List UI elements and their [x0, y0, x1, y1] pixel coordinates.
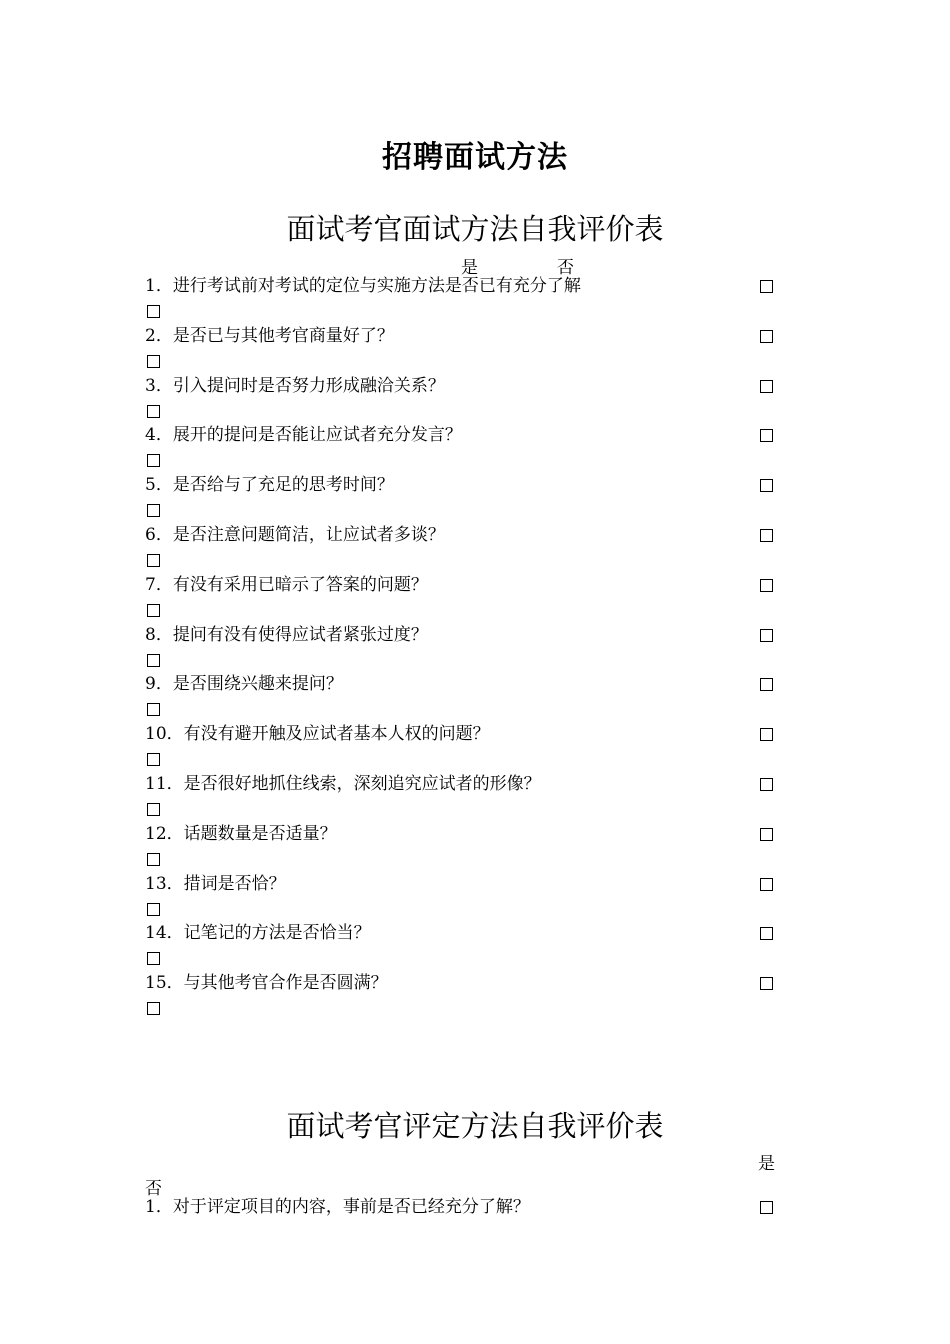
question-text: 15．与其他考官合作是否圆满？	[145, 973, 388, 994]
no-checkbox[interactable]	[147, 803, 160, 816]
yes-checkbox[interactable]	[760, 629, 773, 642]
section1-col-yes: 是	[461, 258, 478, 278]
question-text: 11．是否很好地抓住线索，深刻追究应试者的形像？	[145, 774, 541, 794]
question-text: 2．是否已与其他考官商量好了？	[145, 325, 394, 346]
question-text: 1．对于评定项目的内容，事前是否已经充分了解？	[145, 1197, 530, 1217]
yes-checkbox[interactable]	[760, 1201, 773, 1214]
question-text: 5．是否给与了充足的思考时间？	[145, 475, 394, 496]
question-row	[145, 971, 775, 1021]
yes-checkbox[interactable]	[760, 828, 773, 841]
question-text: 3．引入提问时是否努力形成融洽关系？	[145, 375, 445, 396]
yes-checkbox[interactable]	[760, 977, 773, 990]
no-checkbox[interactable]	[147, 554, 160, 567]
no-checkbox[interactable]	[147, 903, 160, 916]
question-text: 1．进行考试前对考试的定位与实施方法是否已有充分了解	[145, 276, 581, 296]
no-checkbox[interactable]	[147, 405, 160, 418]
no-checkbox[interactable]	[147, 454, 160, 467]
question-text: 7．有没有采用已暗示了答案的问题？	[145, 574, 428, 595]
question-text: 10．有没有避开触及应试者基本人权的问题？	[145, 724, 490, 745]
question-row	[145, 722, 775, 772]
question-text: 8．提问有没有使得应试者紧张过度？	[145, 624, 428, 645]
question-row	[145, 822, 775, 872]
section2-col-yes: 是	[758, 1154, 775, 1174]
yes-checkbox[interactable]	[760, 380, 773, 393]
yes-checkbox[interactable]	[760, 778, 773, 791]
question-row	[145, 623, 775, 673]
document-title: 招聘面试方法	[382, 140, 568, 175]
question-row	[145, 672, 775, 722]
yes-checkbox[interactable]	[760, 927, 773, 940]
question-text: 9．是否围绕兴趣来提问？	[145, 674, 343, 695]
question-text: 14．记笔记的方法是否恰当？	[145, 923, 371, 944]
yes-checkbox[interactable]	[760, 529, 773, 542]
no-checkbox[interactable]	[147, 305, 160, 318]
no-checkbox[interactable]	[147, 654, 160, 667]
yes-checkbox[interactable]	[760, 280, 773, 293]
question-text: 13．措词是否恰？	[145, 873, 286, 894]
yes-checkbox[interactable]	[760, 878, 773, 891]
section2-title: 面试考官评定方法自我评价表	[286, 1109, 664, 1143]
yes-checkbox[interactable]	[760, 429, 773, 442]
question-row	[145, 374, 775, 424]
no-checkbox[interactable]	[147, 604, 160, 617]
section1-col-no: 否	[557, 258, 574, 278]
question-row	[145, 921, 775, 971]
question-row	[145, 872, 775, 922]
no-checkbox[interactable]	[147, 355, 160, 368]
no-checkbox[interactable]	[147, 703, 160, 716]
no-checkbox[interactable]	[147, 952, 160, 965]
no-checkbox[interactable]	[147, 1002, 160, 1015]
section2-col-no: 否	[145, 1179, 162, 1199]
section1-title: 面试考官面试方法自我评价表	[286, 212, 664, 246]
no-checkbox[interactable]	[147, 753, 160, 766]
question-row	[145, 573, 775, 623]
question-row	[145, 274, 775, 324]
yes-checkbox[interactable]	[760, 678, 773, 691]
question-text: 6．是否注意问题简洁，让应试者多谈？	[145, 525, 445, 545]
yes-checkbox[interactable]	[760, 579, 773, 592]
question-text: 4．展开的提问是否能让应试者充分发言？	[145, 425, 462, 446]
no-checkbox[interactable]	[147, 853, 160, 866]
question-row	[145, 772, 775, 822]
yes-checkbox[interactable]	[760, 330, 773, 343]
question-row	[145, 473, 775, 523]
question-row	[145, 1195, 775, 1245]
question-text: 12．话题数量是否适量？	[145, 823, 337, 844]
no-checkbox[interactable]	[147, 504, 160, 517]
yes-checkbox[interactable]	[760, 728, 773, 741]
yes-checkbox[interactable]	[760, 479, 773, 492]
question-row	[145, 324, 775, 374]
question-row	[145, 523, 775, 573]
question-row	[145, 423, 775, 473]
